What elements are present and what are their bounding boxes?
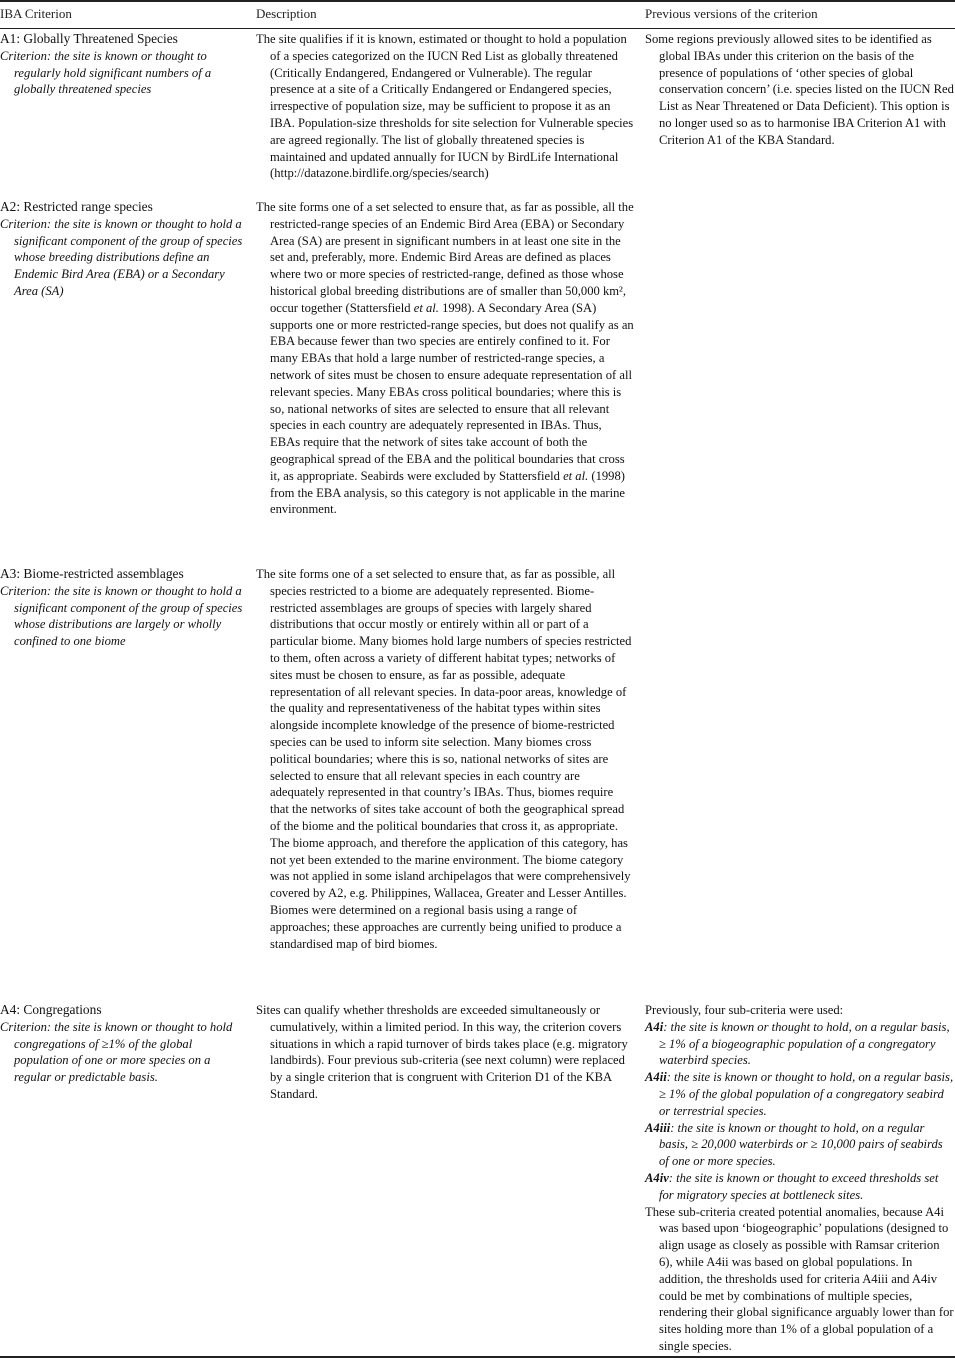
- bottom-rule: [0, 1356, 955, 1358]
- row-a4-title: A4: Congregations: [0, 1002, 102, 1017]
- row-a4-sub-a4ii-label: A4ii: [645, 1070, 667, 1085]
- row-a4-previous-cell: [645, 1002, 955, 1355]
- row-a2-description: [256, 199, 634, 518]
- row-a4-sub-a4ii-text: : the site is known or thought to hold, on a regular basis, ≥ 1% of the global population of a congregatory seabird or terrestrial species.: [659, 1070, 954, 1118]
- header-iba-criterion: IBA Criterion: [0, 6, 72, 21]
- row-a1-previous-cell: [645, 31, 955, 149]
- row-a1-description: The site qualifies if it is known, estimated or thought to hold a population of a species categorized on the IUCN Red List as globally threatened (Critically Endangered, Endangered or Vulnerable). The regular presence at a site of a Critically Endangered or Endangered species, irrespective of population size, may be sufficient to propose it as an IBA. Population-size thresholds for site selection for Vulnerable species are agreed regionally. The list of globally threatened species is maintained and updated annually for IUCN by BirdLife International (http://datazone.birdlife.org/species/search): [256, 32, 634, 181]
- row-a4-criterion: Criterion: the site is known or thought to hold congregations of ≥1% of the global population of one or more species on a regular or predictable basis.: [0, 1019, 233, 1085]
- row-a2-criterion-cell: [0, 199, 244, 300]
- row-a2-etal-1: et al.: [413, 300, 439, 315]
- row-a3-criterion: Criterion: the site is known or thought to hold a significant component of the group of species whose distributions are largely or wholly confined to one biome: [0, 583, 243, 649]
- row-a2-description-part-c: (1998) from the EBA analysis, so this category is not applicable in the marine environment.: [270, 468, 625, 517]
- header-previous-versions: Previous versions of the criterion: [645, 6, 818, 21]
- top-rule: [0, 0, 955, 2]
- row-a4-description: Sites can qualify whether thresholds are exceeded simultaneously or cumulatively, within a limited period. In this way, the criterion covers situations in which a rapid turnover of birds takes place (e.g. migratory landbirds). Four previous sub-criteria (see next column) were replaced by a single criterion that is congruent with Criterion D1 of the KBA Standard.: [256, 1003, 628, 1101]
- row-a4-description-cell: [256, 1002, 634, 1103]
- row-a4-previous-outro: These sub-criteria created potential anomalies, because A4i was based upon ‘biogeographic’ populations (designed to align usage as closely as possible with Ramsar criterion 6), while A4ii was based on global populations. In addition, the thresholds used for criteria A4iii and A4iv could be met by combinations of multiple species, rendering their global significance arguably lower than for sites holding more than 1% of a global population of a single species.: [645, 1204, 954, 1353]
- row-a2-description-cell: [256, 199, 634, 518]
- row-a4-sub-a4ii: [645, 1069, 955, 1119]
- row-a4-sub-a4iv: [645, 1170, 955, 1204]
- row-a2-criterion: Criterion: the site is known or thought to hold a significant component of the group of species whose breeding distributions define an Endemic Bird Area (EBA) or a Secondary Area (SA): [0, 216, 243, 298]
- row-a1-criterion: Criterion: the site is known or thought to regularly hold significant numbers of a globally threatened species: [0, 48, 212, 97]
- row-a4-sub-a4i: [645, 1019, 955, 1069]
- row-a4-sub-a4iv-label: A4iv: [645, 1170, 669, 1185]
- row-a4-criterion-cell: [0, 1002, 244, 1086]
- row-a1-previous: Some regions previously allowed sites to be identified as global IBAs under this criterion on the basis of the presence of populations of ‘other species of global conservation concern’ (i.e. species listed on the IUCN Red List as Near Threatened or Data Deficient). This option is no longer used so as to harmonise IBA Criterion A1 with Criterion A1 of the KBA Standard.: [645, 32, 954, 147]
- row-a1-title: A1: Globally Threatened Species: [0, 31, 178, 46]
- header-rule: [0, 28, 955, 29]
- row-a2-title: A2: Restricted range species: [0, 199, 153, 214]
- row-a3-description: The site forms one of a set selected to ensure that, as far as possible, all species restricted to a biome are adequately represented. Biome-restricted assemblages are groups of species with largely shared distributions that occur mostly or entirely within all or part of a particular biome. Many biomes hold large numbers of species restricted to them, often across a variety of different habitat types; networks of sites must be chosen to ensure, as far as possible, adequate representation of all relevant species. In data-poor areas, knowledge of the quality and representativeness of the habitat types within sites alongside incomplete knowledge of the presence of biome-restricted species can be used to inform site selection. Many biomes cross political boundaries; where this is so, national networks of sites are selected to ensure that all relevant species in each country are adequately represented in that country’s IBAs. Thus, biomes require that the networks of sites take account of both the geographical spread of the biome and the political boundaries that cross it, as appropriate. The biome approach, and therefore the application of this category, has not yet been extended to the marine environment. The biome category was not applied in some island archipelagos that were comprehensively covered by A2, e.g. Philippines, Wallacea, Greater and Lesser Antilles. Biomes were determined on a regional basis using a range of approaches; these approaches are currently being unified to produce a standardised map of bird biomes.: [256, 567, 632, 951]
- row-a4-sub-a4iii: [645, 1120, 955, 1170]
- row-a2-etal-2: et al.: [563, 468, 589, 483]
- row-a4-sub-a4iv-text: : the site is known or thought to exceed thresholds set for migratory species at bottleneck sites.: [659, 1170, 939, 1202]
- row-a4-previous-intro: Previously, four sub-criteria were used:: [645, 1003, 844, 1017]
- row-a4-sub-a4iii-label: A4iii: [645, 1120, 671, 1135]
- row-a3-description-cell: [256, 566, 634, 952]
- row-a3-criterion-cell: [0, 566, 244, 650]
- row-a2-description-part-a: The site forms one of a set selected to ensure that, as far as possible, all the restricted-range species of an Endemic Bird Area (EBA) or Secondary Area (SA) are present in significant numbers in at least one site in the set and, preferably, more. Endemic Bird Areas are defined as places where two or more species of restricted-range, defined as those whose historical global breeding distributions are of smaller than 50,000 km², occur together (Stattersfield: [256, 200, 634, 315]
- row-a4-sub-a4iii-text: : the site is known or thought to hold, on a regular basis, ≥ 20,000 waterbirds or ≥ 10,000 pairs of seabirds of one or more species.: [659, 1120, 943, 1169]
- row-a1-criterion-cell: [0, 31, 244, 98]
- row-a4-sub-a4i-text: : the site is known or thought to hold, on a regular basis, ≥ 1% of a biogeographic population of a congregatory waterbird species.: [659, 1019, 950, 1068]
- row-a4-sub-a4i-label: A4i: [645, 1019, 664, 1034]
- header-description: Description: [256, 6, 317, 21]
- row-a2-description-part-b: 1998). A Secondary Area (SA) supports one or more restricted-range species, but does not qualify as an EBA because fewer than two species are entirely confined to it. For many EBAs that hold a large number of restricted-range species, a network of sites must be chosen to ensure adequate representation of all relevant species. Many EBAs cross political boundaries; where this is so, national networks of sites are selected to ensure that all relevant species in each country are adequately represented in IBAs. Thus, EBAs require that the network of sites take account of both the geographical spread of the EBA and the political boundaries that cross it, as appropriate. Seabirds were excluded by Stattersfield: [270, 300, 634, 483]
- row-a3-title: A3: Biome-restricted assemblages: [0, 566, 184, 581]
- row-a1-description-cell: [256, 31, 634, 182]
